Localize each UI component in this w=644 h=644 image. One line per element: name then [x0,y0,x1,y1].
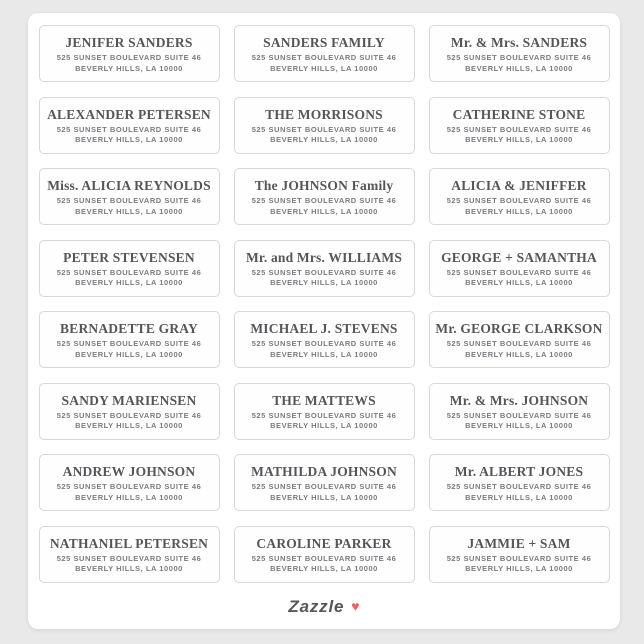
label-name: Mr. GEORGE CLARKSON [435,321,603,336]
label-address-line2: BEVERLY HILLS, LA 10000 [75,564,183,573]
label-name: SANDERS FAMILY [263,35,385,50]
label-address-line2: BEVERLY HILLS, LA 10000 [75,349,183,359]
label-name: JAMMIE + SAM [467,535,571,551]
label-name: MATHILDA JOHNSON [251,464,397,479]
address-label [429,311,610,368]
label-address-line1: 525 SUNSET BOULEVARD SUITE 46 [56,553,202,563]
label-address-line2: BEVERLY HILLS, LA 10000 [465,564,573,573]
label-name: The JOHNSON Family [254,178,394,193]
label-address-line1: 525 SUNSET BOULEVARD SUITE 46 [56,196,202,205]
label-address-line1: 525 SUNSET BOULEVARD SUITE 46 [56,482,202,491]
address-label [39,526,220,583]
label-name: ALICIA & JENIFFER [451,178,587,193]
label-address-line2: BEVERLY HILLS, LA 10000 [465,206,573,216]
address-label [234,526,415,583]
address-label [234,454,415,511]
label-name: PETER STEVENSEN [63,249,195,265]
label-address-line1: 525 SUNSET BOULEVARD SUITE 46 [446,410,592,420]
label-address-line2: BEVERLY HILLS, LA 10000 [270,206,378,216]
label-address-line1: 525 SUNSET BOULEVARD SUITE 46 [251,339,397,348]
label-name: BERNADETTE GRAY [60,321,198,336]
label-address-line2: BEVERLY HILLS, LA 10000 [465,278,573,287]
label-address-line1: 525 SUNSET BOULEVARD SUITE 46 [446,53,592,62]
label-name: NATHANIEL PETERSEN [49,535,209,551]
label-name: CAROLINE PARKER [256,535,392,551]
label-address-line1: 525 SUNSET BOULEVARD SUITE 46 [446,553,592,563]
label-name: Mr. & Mrs. JOHNSON [449,392,589,408]
label-address-line2: BEVERLY HILLS, LA 10000 [465,421,573,430]
label-address-line1: 525 SUNSET BOULEVARD SUITE 46 [251,124,397,134]
zazzle-logo: Zazzle [288,597,345,616]
label-address-line1: 525 SUNSET BOULEVARD SUITE 46 [251,267,397,277]
address-label [429,97,610,154]
brand-footer [28,597,620,617]
label-address-line1: 525 SUNSET BOULEVARD SUITE 46 [251,53,397,62]
address-label [234,25,415,82]
label-address-line2: BEVERLY HILLS, LA 10000 [75,206,183,216]
address-label [39,168,220,225]
label-address-line1: 525 SUNSET BOULEVARD SUITE 46 [446,339,592,348]
label-name: THE MATTEWS [272,392,376,408]
label-address-line1: 525 SUNSET BOULEVARD SUITE 46 [56,53,202,62]
label-address-line2: BEVERLY HILLS, LA 10000 [75,492,183,502]
address-label [429,168,610,225]
label-name: SANDY MARIENSEN [61,392,197,408]
label-address-line2: BEVERLY HILLS, LA 10000 [75,63,183,73]
label-sheet [28,13,620,629]
label-name: GEORGE + SAMANTHA [441,249,597,265]
label-name: Mr. ALBERT JONES [454,464,584,479]
address-label [429,383,610,440]
label-address-line2: BEVERLY HILLS, LA 10000 [465,63,573,73]
label-address-line1: 525 SUNSET BOULEVARD SUITE 46 [446,267,592,277]
address-label [39,97,220,154]
address-label [234,383,415,440]
label-address-line1: 525 SUNSET BOULEVARD SUITE 46 [56,124,202,134]
label-name: MICHAEL J. STEVENS [250,321,398,336]
label-name: Mr. and Mrs. WILLIAMS [245,249,403,265]
label-address-line2: BEVERLY HILLS, LA 10000 [270,349,378,359]
label-address-line2: BEVERLY HILLS, LA 10000 [75,278,183,287]
label-name: CATHERINE STONE [452,106,586,122]
label-address-line2: BEVERLY HILLS, LA 10000 [270,564,378,573]
address-label [429,526,610,583]
label-address-line1: 525 SUNSET BOULEVARD SUITE 46 [251,196,397,205]
label-name: JENIFER SANDERS [65,35,193,50]
label-address-line1: 525 SUNSET BOULEVARD SUITE 46 [251,553,397,563]
label-address-line1: 525 SUNSET BOULEVARD SUITE 46 [56,267,202,277]
label-address-line1: 525 SUNSET BOULEVARD SUITE 46 [251,410,397,420]
label-address-line1: 525 SUNSET BOULEVARD SUITE 46 [446,124,592,134]
label-address-line1: 525 SUNSET BOULEVARD SUITE 46 [56,410,202,420]
address-label [234,311,415,368]
address-label [39,25,220,82]
address-label [39,240,220,297]
label-address-line2: BEVERLY HILLS, LA 10000 [75,421,183,430]
label-name: Miss. ALICIA REYNOLDS [47,178,211,193]
label-name: ANDREW JOHNSON [62,464,196,479]
label-address-line2: BEVERLY HILLS, LA 10000 [465,349,573,359]
address-label [39,383,220,440]
label-address-line1: 525 SUNSET BOULEVARD SUITE 46 [446,482,592,491]
label-address-line1: 525 SUNSET BOULEVARD SUITE 46 [251,482,397,491]
label-address-line2: BEVERLY HILLS, LA 10000 [465,492,573,502]
label-address-line2: BEVERLY HILLS, LA 10000 [465,135,573,144]
address-label [234,240,415,297]
label-name: Mr. & Mrs. SANDERS [450,35,588,50]
label-address-line2: BEVERLY HILLS, LA 10000 [270,421,378,430]
label-address-line2: BEVERLY HILLS, LA 10000 [270,135,378,144]
label-address-line2: BEVERLY HILLS, LA 10000 [270,63,378,73]
label-name: THE MORRISONS [265,106,383,122]
address-label [39,311,220,368]
label-address-line1: 525 SUNSET BOULEVARD SUITE 46 [56,339,202,348]
label-grid [28,25,620,583]
heart-icon: ♥ [351,598,360,614]
label-address-line2: BEVERLY HILLS, LA 10000 [270,492,378,502]
address-label [429,240,610,297]
address-label [39,454,220,511]
label-address-line1: 525 SUNSET BOULEVARD SUITE 46 [446,196,592,205]
address-label [234,97,415,154]
label-address-line2: BEVERLY HILLS, LA 10000 [270,278,378,287]
address-label [429,454,610,511]
address-label [234,168,415,225]
label-name: ALEXANDER PETERSEN [47,106,211,122]
address-label [429,25,610,82]
label-address-line2: BEVERLY HILLS, LA 10000 [75,135,183,144]
